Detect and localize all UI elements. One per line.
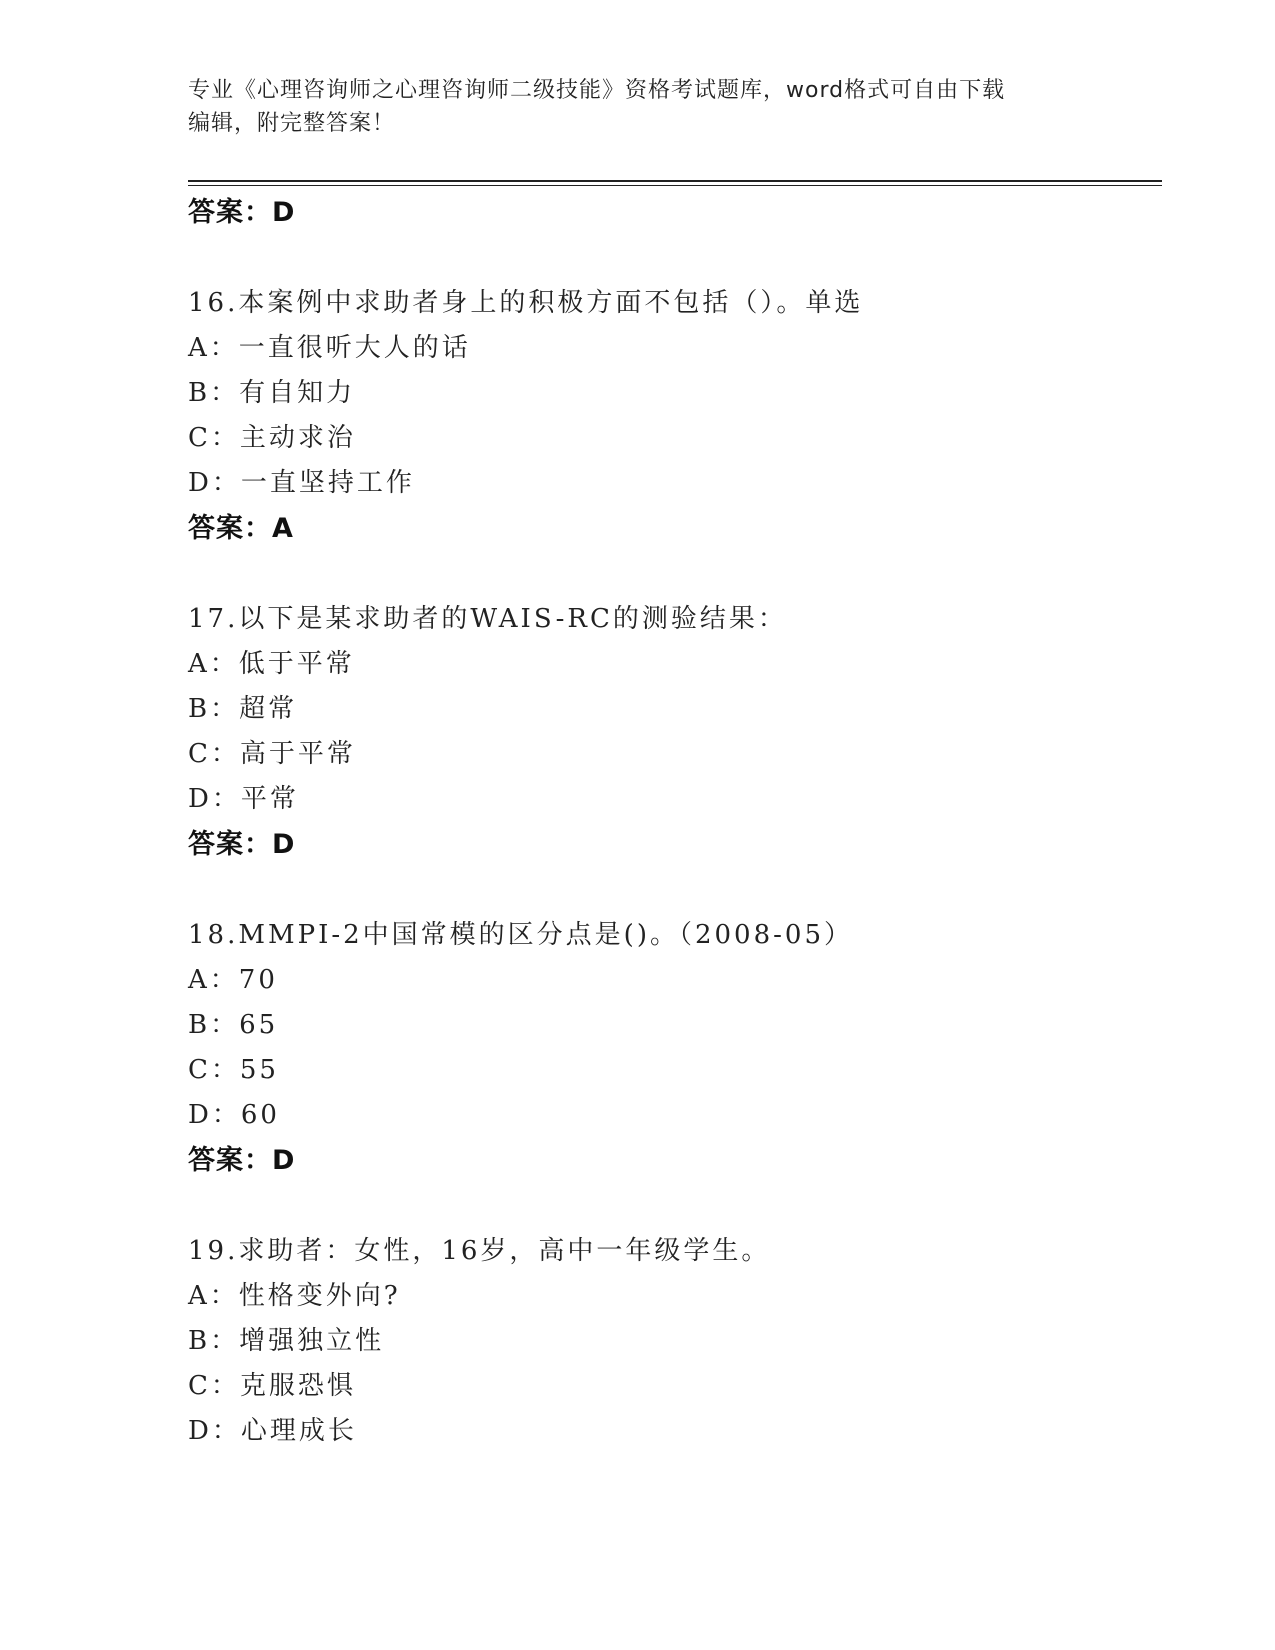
answer-line: 答案：A (188, 513, 294, 544)
option-b: B：增强独立性 (188, 1326, 385, 1356)
document-header (188, 74, 1068, 140)
option-c: C：55 (188, 1055, 279, 1085)
option-b: B：有自知力 (188, 378, 356, 408)
option-d: D：60 (188, 1100, 280, 1130)
question-19: 19.求助者：女性，16岁，高中一年级学生。 (188, 1236, 771, 1266)
question-block-19 (188, 1229, 1162, 1454)
option-c: C：主动求治 (188, 423, 356, 453)
spacer (188, 867, 1162, 913)
option-a: A：一直很听大人的话 (188, 333, 471, 363)
option-d: D：心理成长 (188, 1416, 357, 1446)
header-line-1: 专业《心理咨询师之心理咨询师二级技能》资格考试题库，word格式可自由下载 (188, 78, 1006, 103)
question-block-17 (188, 597, 1162, 867)
answer-line: 答案：D (188, 1145, 296, 1176)
header-divider-thick (188, 180, 1162, 182)
option-d: D：平常 (188, 784, 299, 814)
spacer (188, 1183, 1162, 1229)
question-block-16 (188, 281, 1162, 551)
option-b: B：65 (188, 1010, 279, 1040)
header-line-2: 编辑，附完整答案！ (188, 111, 396, 136)
answer-line: 答案：D (188, 829, 296, 860)
option-a: A：性格变外向? (188, 1281, 401, 1311)
option-d: D：一直坚持工作 (188, 468, 415, 498)
header-divider-thin (188, 185, 1162, 186)
option-c: C：克服恐惧 (188, 1371, 356, 1401)
question-list (188, 190, 1162, 1454)
question-16: 16.本案例中求助者身上的积极方面不包括（）。单选 (188, 288, 864, 318)
option-c: C：高于平常 (188, 739, 356, 769)
option-b: B：超常 (188, 694, 298, 724)
question-17: 17.以下是某求助者的WAIS-RC的测验结果： (188, 604, 787, 634)
spacer (188, 551, 1162, 597)
question-18: 18.MMPI-2中国常模的区分点是()。（2008-05） (188, 920, 854, 950)
option-a: A：低于平常 (188, 649, 355, 679)
spacer (188, 235, 1162, 281)
answer-line: 答案：D (188, 197, 296, 228)
question-block-18 (188, 913, 1162, 1183)
option-a: A：70 (188, 965, 278, 995)
